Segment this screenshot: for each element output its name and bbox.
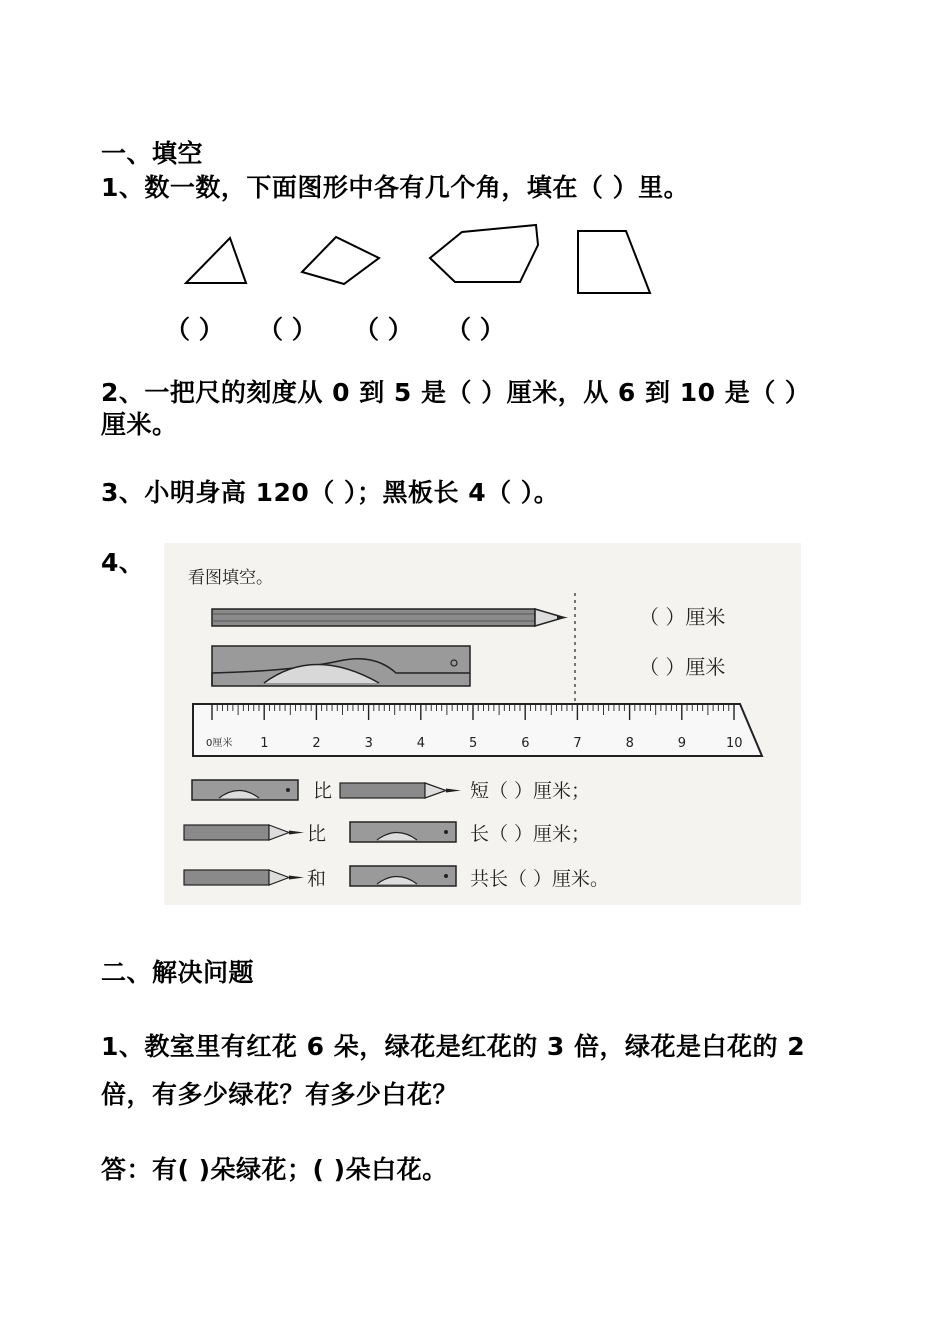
ruler-tick-label: 1 xyxy=(260,736,269,751)
ruler-tick-label: 5 xyxy=(469,736,478,751)
q1-shapes xyxy=(0,0,950,320)
row3-eraser-icon xyxy=(350,866,456,886)
row3-word: 和 xyxy=(307,868,327,890)
question-2-line-2: 厘米。 xyxy=(101,410,178,439)
row2-word: 比 xyxy=(307,823,327,845)
ruler-tick-label: 3 xyxy=(364,736,373,751)
row2-eraser-icon xyxy=(350,822,456,842)
row1-tail: 短（ ）厘米； xyxy=(470,780,591,802)
ruler-tick-label: 9 xyxy=(677,736,687,751)
figure-title: 看图填空。 xyxy=(188,568,273,588)
question-2-line-1: 2、一把尺的刻度从 0 到 5 是（ ）厘米，从 6 到 10 是（ ） xyxy=(101,378,811,407)
answer-blank-1[interactable]: （ ） xyxy=(165,315,224,344)
eraser-icon xyxy=(212,646,470,686)
problem-1-line-1: 1、教室里有红花 6 朵，绿花是红花的 3 倍，绿花是白花的 2 xyxy=(101,1032,806,1061)
answer-blank-2[interactable]: （ ） xyxy=(258,315,317,344)
ruler-tick-label: 10 xyxy=(726,736,743,751)
answer-line: 答：有( )朵绿花；( )朵白花。 xyxy=(101,1155,448,1184)
row2-pencil-icon xyxy=(184,825,304,840)
section2-heading: 二、解决问题 xyxy=(101,958,255,987)
row2-tail: 长（ ）厘米； xyxy=(470,823,591,845)
answer-blank-4[interactable]: （ ） xyxy=(446,315,505,344)
row1-pencil-icon xyxy=(340,783,461,798)
question-1-text: 1、数一数，下面图形中各有几个角，填在（ ）里。 xyxy=(101,173,690,202)
pencil-length-blank: （ ）厘米 xyxy=(639,605,726,629)
pencil-icon xyxy=(212,609,568,626)
eraser-length-blank: （ ）厘米 xyxy=(639,655,726,679)
ruler-tick-label: 7 xyxy=(573,736,582,751)
ruler-tick-label: 6 xyxy=(521,736,530,751)
row1-eraser-icon xyxy=(192,780,298,800)
quadrilateral-icon xyxy=(302,237,379,284)
row3-tail: 共长（ ）厘米。 xyxy=(470,868,610,890)
hexagon-icon xyxy=(430,225,538,282)
problem-1-line-2: 倍，有多少绿花？有多少白花？ xyxy=(101,1080,459,1109)
q4-figure xyxy=(164,543,801,905)
trapezoid-icon xyxy=(578,231,650,293)
ruler-tick-label: 2 xyxy=(312,736,321,751)
question-3-text: 3、小明身高 120（ ）；黑板长 4（ ）。 xyxy=(101,478,560,507)
row3-pencil-icon xyxy=(184,870,304,885)
row1-word: 比 xyxy=(313,780,333,802)
answer-blank-3[interactable]: （ ） xyxy=(354,315,413,344)
ruler-tick-label: 8 xyxy=(625,736,634,751)
ruler-tick-label: 4 xyxy=(416,736,426,751)
section1-heading: 一、填空 xyxy=(101,139,204,168)
triangle-icon xyxy=(186,238,246,283)
ruler-unit-label: 0厘米 xyxy=(206,738,233,749)
question-4-number: 4、 xyxy=(101,548,145,577)
centimeter-ruler xyxy=(193,704,762,756)
